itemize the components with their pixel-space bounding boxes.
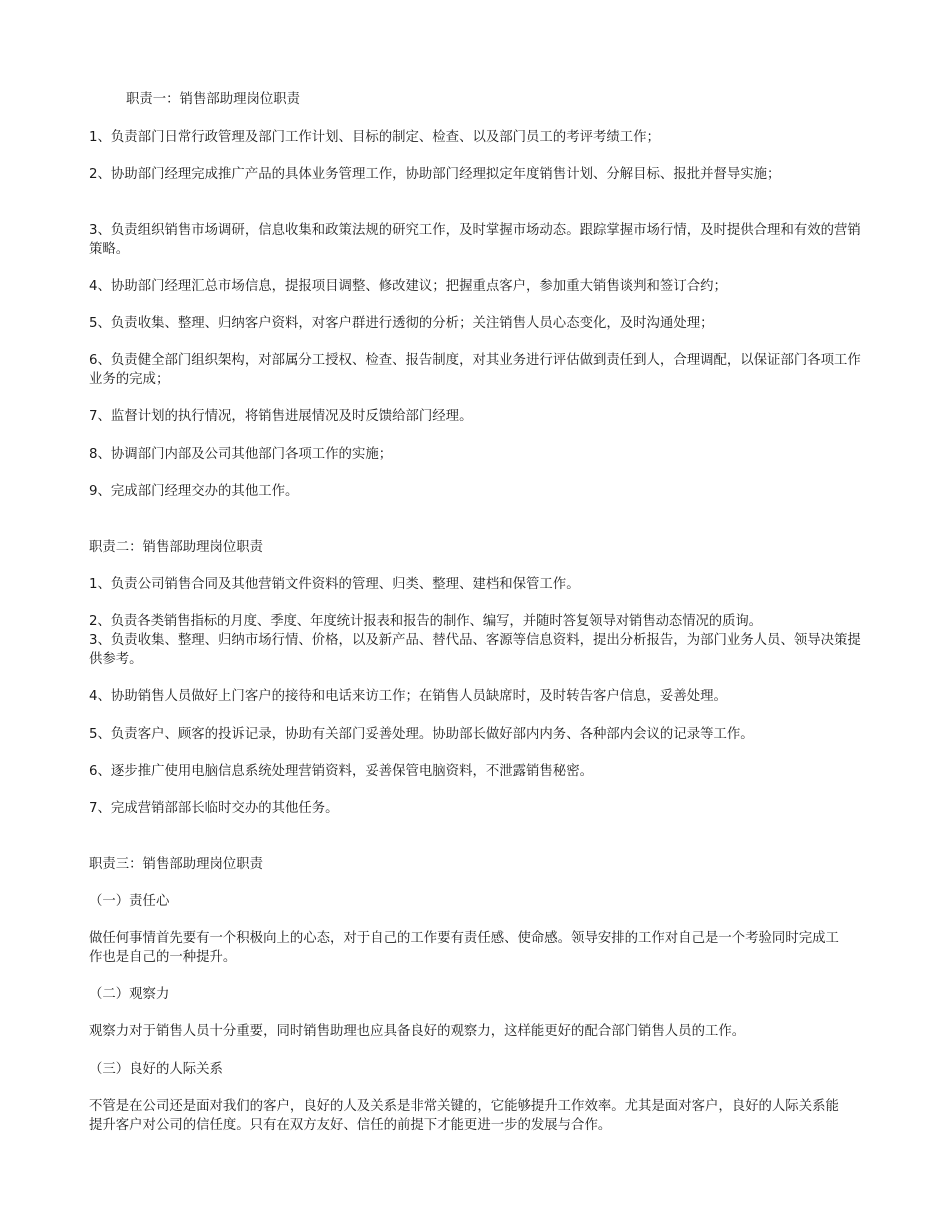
section2-title: 职责二：销售部助理岗位职责 (89, 540, 264, 555)
section2-item-5: 5、负责客户、顾客的投诉记录，协助有关部门妥善处理。协助部长做好部内内务、各种部内会议的记录等工作。 (89, 727, 754, 742)
section1-item-4: 4、协助部门经理汇总市场信息，提报项目调整、修改建议；把握重点客户，参加重大销售谈判和签订合约； (89, 279, 727, 294)
section3-paragraph-3: 不管是在公司还是面对我们的客户，良好的人及关系是非常关键的，它能够提升工作效率。尤其是面对客户，良好的人际关系能提升客户对公司的信任度。只有在双方友好、信任的前提下才能更进一步的发展与合作。 (89, 1099, 839, 1133)
section2-item-2: 2、负责各类销售指标的月度、季度、年度统计报表和报告的制作、编写，并随时答复领导对销售动态情况的质询。 (89, 614, 762, 629)
section1-item-2: 2、协助部门经理完成推广产品的具体业务管理工作，协助部门经理拟定年度销售计划、分解目标、报批并督导实施； (89, 167, 781, 182)
section2-item-7: 7、完成营销部部长临时交办的其他任务。 (89, 801, 339, 816)
section1-item-6: 6、负责健全部门组织架构，对部属分工授权、检查、报告制度，对其业务进行评估做到责任到人，合理调配，以保证部门各项工作业务的完成； (89, 353, 861, 387)
section2-item-3: 3、负责收集、整理、归纳市场行情、价格，以及新产品、替代品、客源等信息资料，提出分析报告，为部门业务人员、领导决策提供参考。 (89, 633, 861, 667)
section3-paragraph-1: 做任何事情首先要有一个积极向上的心态，对于自己的工作要有责任感、使命感。领导安排的工作对自己是一个考验同时完成工作也是自己的一种提升。 (89, 931, 839, 965)
section2-item-6: 6、逐步推广使用电脑信息系统处理营销资料，妥善保管电脑资料，不泄露销售秘密。 (89, 764, 593, 779)
section1-item-8: 8、协调部门内部及公司其他部门各项工作的实施； (89, 447, 393, 462)
section3-subheading-2: （二）观察力 (89, 987, 170, 1002)
section3-subheading-3: （三）良好的人际关系 (89, 1062, 223, 1077)
section1-item-1: 1、负责部门日常行政管理及部门工作计划、目标的制定、检查、以及部门员工的考评考绩工作； (89, 130, 660, 145)
section1-title: 职责一：销售部助理岗位职责 (126, 92, 301, 107)
section3-title: 职责三：销售部助理岗位职责 (89, 857, 264, 872)
section3-subheading-1: （一）责任心 (89, 894, 170, 909)
section1-item-9: 9、完成部门经理交办的其他工作。 (89, 484, 299, 499)
section2-item-4: 4、协助销售人员做好上门客户的接待和电话来访工作；在销售人员缺席时，及时转告客户信息，妥善处理。 (89, 689, 727, 704)
section1-item-3: 3、负责组织销售市场调研，信息收集和政策法规的研究工作，及时掌握市场动态。跟踪掌握市场行情，及时提供合理和有效的营销策略。 (89, 223, 861, 257)
section1-item-7: 7、监督计划的执行情况，将销售进展情况及时反馈给部门经理。 (89, 409, 473, 424)
section3-paragraph-2: 观察力对于销售人员十分重要，同时销售助理也应具备良好的观察力，这样能更好的配合部门销售人员的工作。 (89, 1024, 746, 1039)
section2-item-1: 1、负责公司销售合同及其他营销文件资料的管理、归类、整理、建档和保管工作。 (89, 577, 580, 592)
section1-item-5: 5、负责收集、整理、归纳客户资料，对客户群进行透彻的分析；关注销售人员心态变化，及时沟通处理； (89, 316, 714, 331)
